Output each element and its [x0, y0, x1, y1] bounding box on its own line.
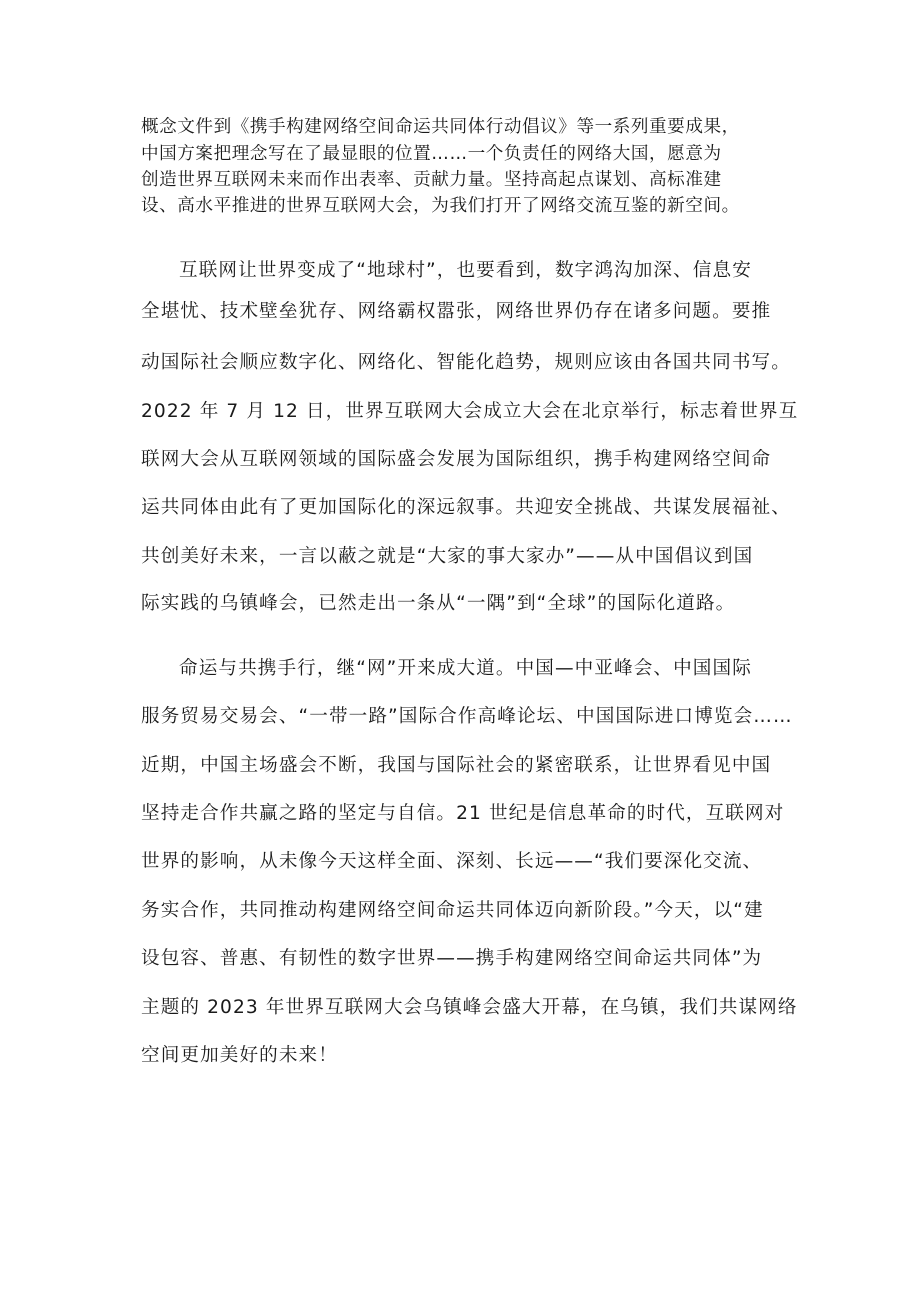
paragraph-2-line: 运共同体由此有了更加国际化的深远叙事。共迎安全挑战、共谋发展福祉、 — [141, 497, 791, 518]
paragraph-2-line: 2022 年 7 月 12 日，世界互联网大会成立大会在北京举行，标志着世界互 — [141, 401, 799, 422]
paragraph-3-line: 世界的影响，从未像今天这样全面、深刻、长远——“我们要深化交流、 — [141, 851, 763, 872]
paragraph-3-line: 主题的 2023 年世界互联网大会乌镇峰会盛大开幕，在乌镇，我们共谋网络 — [141, 997, 798, 1018]
paragraph-1-line: 概念文件到《携手构建网络空间命运共同体行动倡议》等一系列重要成果， — [141, 117, 740, 137]
paragraph-3-line: 坚持走合作共赢之路的坚定与自信。21 世纪是信息革命的时代，互联网对 — [141, 803, 785, 824]
paragraph-2-line: 际实践的乌镇峰会，已然走出一条从“一隅”到“全球”的国际化道路。 — [141, 593, 736, 614]
paragraph-3-line: 服务贸易交易会、“一带一路”国际合作高峰论坛、中国国际进口博览会…… — [141, 706, 793, 727]
paragraph-1-line: 设、高水平推进的世界互联网大会，为我们打开了网络交流互鉴的新空间。 — [141, 196, 740, 216]
paragraph-2-line: 联网大会从互联网领域的国际盛会发展为国际组织，携手构建网络空间命 — [141, 449, 772, 470]
paragraph-3-line: 空间更加美好的未来！ — [141, 1045, 338, 1066]
paragraph-3-line: 设包容、普惠、有韧性的数字世界——携手构建网络空间命运共同体”为 — [141, 948, 763, 969]
paragraph-1-line: 创造世界互联网未来而作出表率、贡献力量。坚持高起点谋划、高标准建 — [141, 170, 722, 190]
paragraph-2-line: 动国际社会顺应数字化、网络化、智能化趋势，规则应该由各国共同书写。 — [141, 352, 791, 373]
paragraph-2-line: 互联网让世界变成了“地球村”，也要看到，数字鸿沟加深、信息安 — [179, 260, 752, 281]
paragraph-1-line: 中国方案把理念写在了最显眼的位置……一个负责任的网络大国，愿意为 — [141, 144, 722, 164]
paragraph-3-line: 近期，中国主场盛会不断，我国与国际社会的紧密联系，让世界看见中国 — [141, 755, 772, 776]
paragraph-2-line: 共创美好未来，一言以蔽之就是“大家的事大家办”——从中国倡议到国 — [141, 546, 754, 567]
paragraph-3-line: 命运与共携手行，继“网”开来成大道。中国—中亚峰会、中国国际 — [179, 658, 752, 679]
paragraph-2-line: 全堪忧、技术壁垒犹存、网络霸权嚣张，网络世界仍存在诸多问题。要推 — [141, 301, 772, 322]
paragraph-3-line: 务实合作，共同推动构建网络空间命运共同体迈向新阶段。”今天，以“建 — [141, 900, 764, 921]
